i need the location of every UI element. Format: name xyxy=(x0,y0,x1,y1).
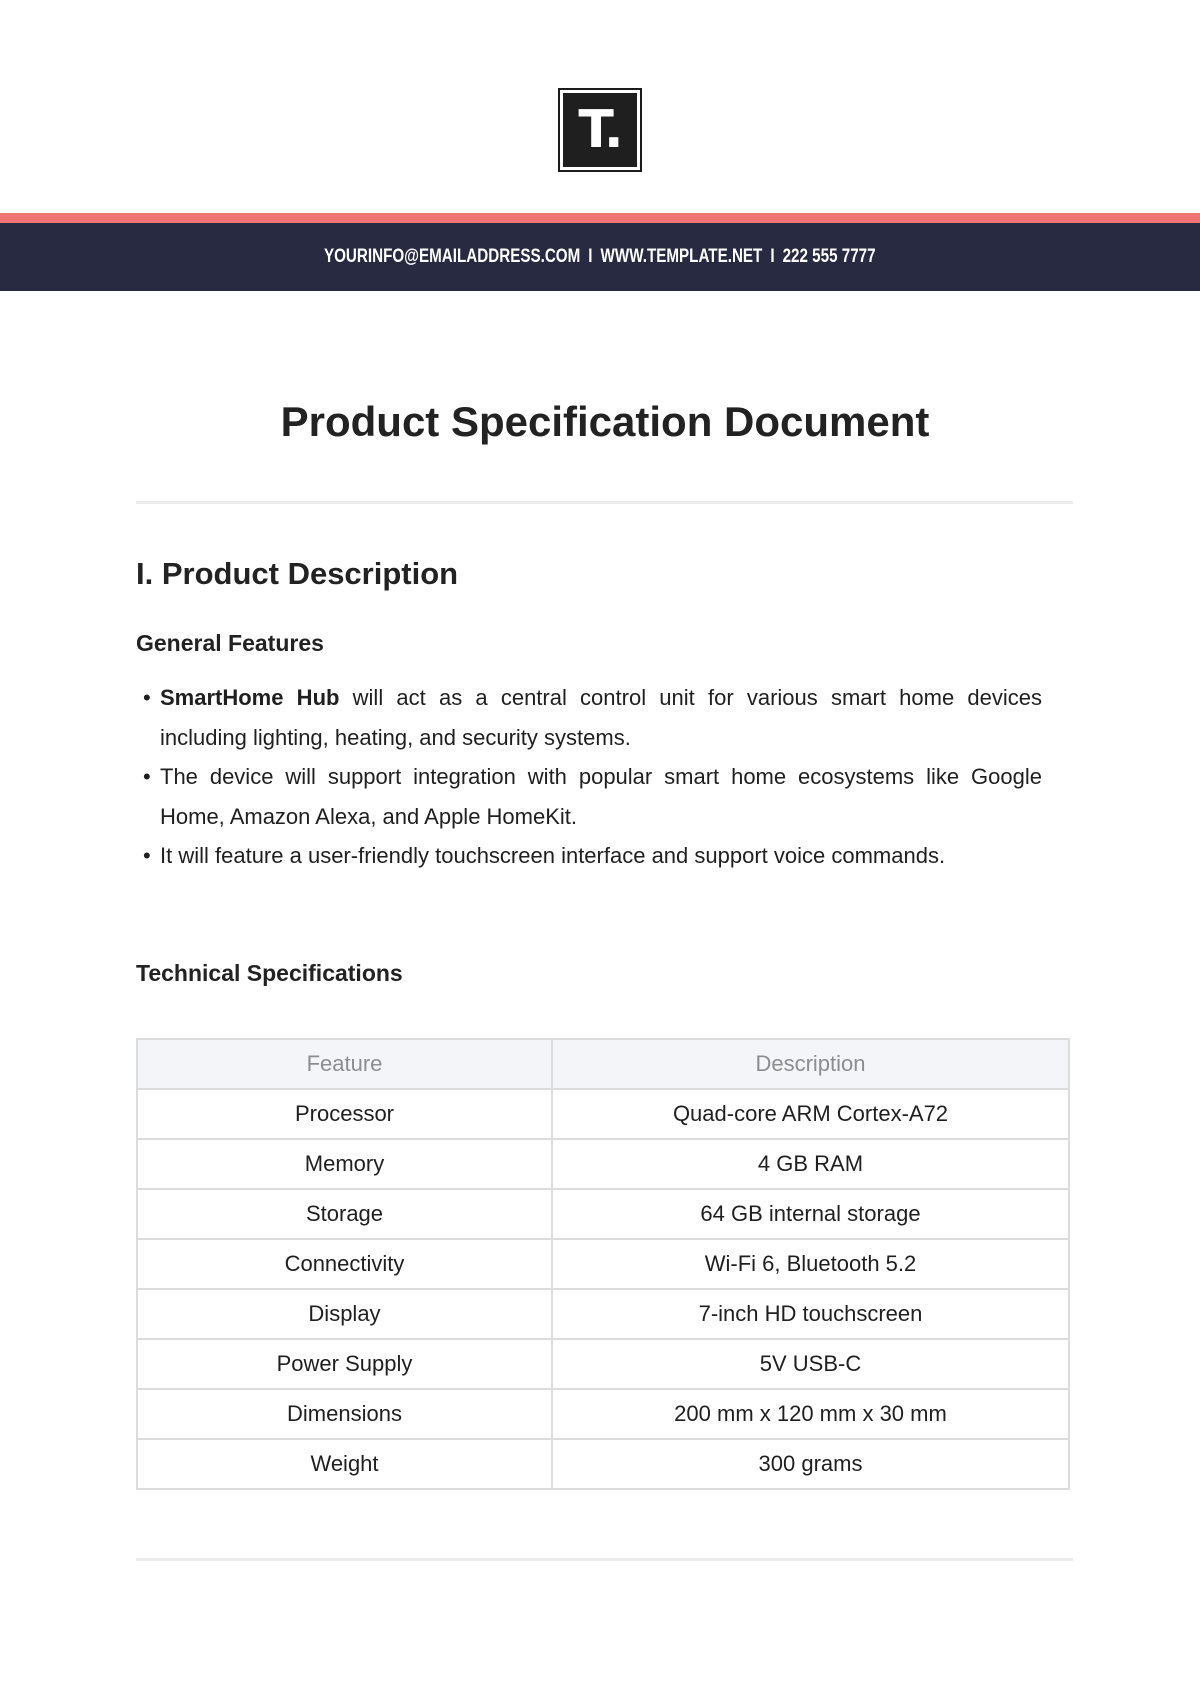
feature-cell: Storage xyxy=(137,1189,552,1239)
feature-cell: Connectivity xyxy=(137,1239,552,1289)
logo-letter: T. xyxy=(563,93,637,167)
column-header-feature: Feature xyxy=(137,1039,552,1089)
column-header-description: Description xyxy=(552,1039,1069,1089)
list-item: • It will feature a user-friendly touchscreen interface and support voice commands. xyxy=(143,843,946,868)
contact-email[interactable]: YOURINFO@EMAILADDRESS.COM xyxy=(324,246,581,267)
table-row xyxy=(137,1089,1069,1139)
logo-container xyxy=(0,88,1200,172)
contact-website[interactable]: WWW.TEMPLATE.NET xyxy=(600,246,763,267)
feature-cell: Processor xyxy=(137,1089,552,1139)
subheading-technical-specifications: Technical Specifications xyxy=(136,960,403,986)
feature-cell: Memory xyxy=(137,1139,552,1189)
list-item: • SmartHome Hub will act as a central control unit for various smart home devices including lighting, heating, and security systems. xyxy=(143,685,1042,750)
feature-cell: Weight xyxy=(137,1439,552,1489)
bullet-text: It will feature a user-friendly touchscreen interface and support voice commands. xyxy=(160,843,946,868)
table-row xyxy=(137,1189,1069,1239)
feature-cell: Dimensions xyxy=(137,1389,552,1439)
accent-stripe xyxy=(0,213,1200,223)
description-cell: 7-inch HD touchscreen xyxy=(552,1289,1069,1339)
general-features-list xyxy=(136,678,1042,876)
contact-separator: I xyxy=(588,246,593,267)
table-row xyxy=(137,1239,1069,1289)
table-row xyxy=(137,1289,1069,1339)
divider-bottom xyxy=(136,1558,1073,1561)
description-cell: 4 GB RAM xyxy=(552,1139,1069,1189)
description-cell: 200 mm x 120 mm x 30 mm xyxy=(552,1389,1069,1439)
bullet-text: The device will support integration with popular smart home ecosystems like Google Home, Amazon Alexa, and Apple HomeKit. xyxy=(160,764,1042,829)
description-cell: 5V USB-C xyxy=(552,1339,1069,1389)
product-name: SmartHome Hub xyxy=(160,685,340,710)
table-row xyxy=(137,1389,1069,1439)
company-logo xyxy=(558,88,642,172)
divider-top xyxy=(136,501,1073,504)
contact-phone[interactable]: 222 555 7777 xyxy=(782,246,876,267)
description-cell: Quad-core ARM Cortex-A72 xyxy=(552,1089,1069,1139)
feature-cell: Power Supply xyxy=(137,1339,552,1389)
list-item: • The device will support integration with popular smart home ecosystems like Google Home, Amazon Alexa, and Apple HomeKit. xyxy=(143,764,1042,829)
contact-separator: I xyxy=(770,246,775,267)
table-header-row xyxy=(137,1039,1069,1089)
table-row xyxy=(137,1139,1069,1189)
description-cell: Wi-Fi 6, Bluetooth 5.2 xyxy=(552,1239,1069,1289)
technical-specifications-table xyxy=(136,1038,1070,1490)
description-cell: 64 GB internal storage xyxy=(552,1189,1069,1239)
table-row xyxy=(137,1439,1069,1489)
feature-cell: Display xyxy=(137,1289,552,1339)
contact-line xyxy=(324,246,876,268)
section-heading-product-description: I. Product Description xyxy=(136,556,459,591)
table-row xyxy=(137,1339,1069,1389)
page-title: Product Specification Document xyxy=(280,398,930,445)
subheading-general-features: General Features xyxy=(136,630,324,656)
bullet-text: will act as a central control unit for various smart home devices including lighting, heating, and security systems. xyxy=(160,685,1042,750)
description-cell: 300 grams xyxy=(552,1439,1069,1489)
contact-band xyxy=(0,223,1200,291)
